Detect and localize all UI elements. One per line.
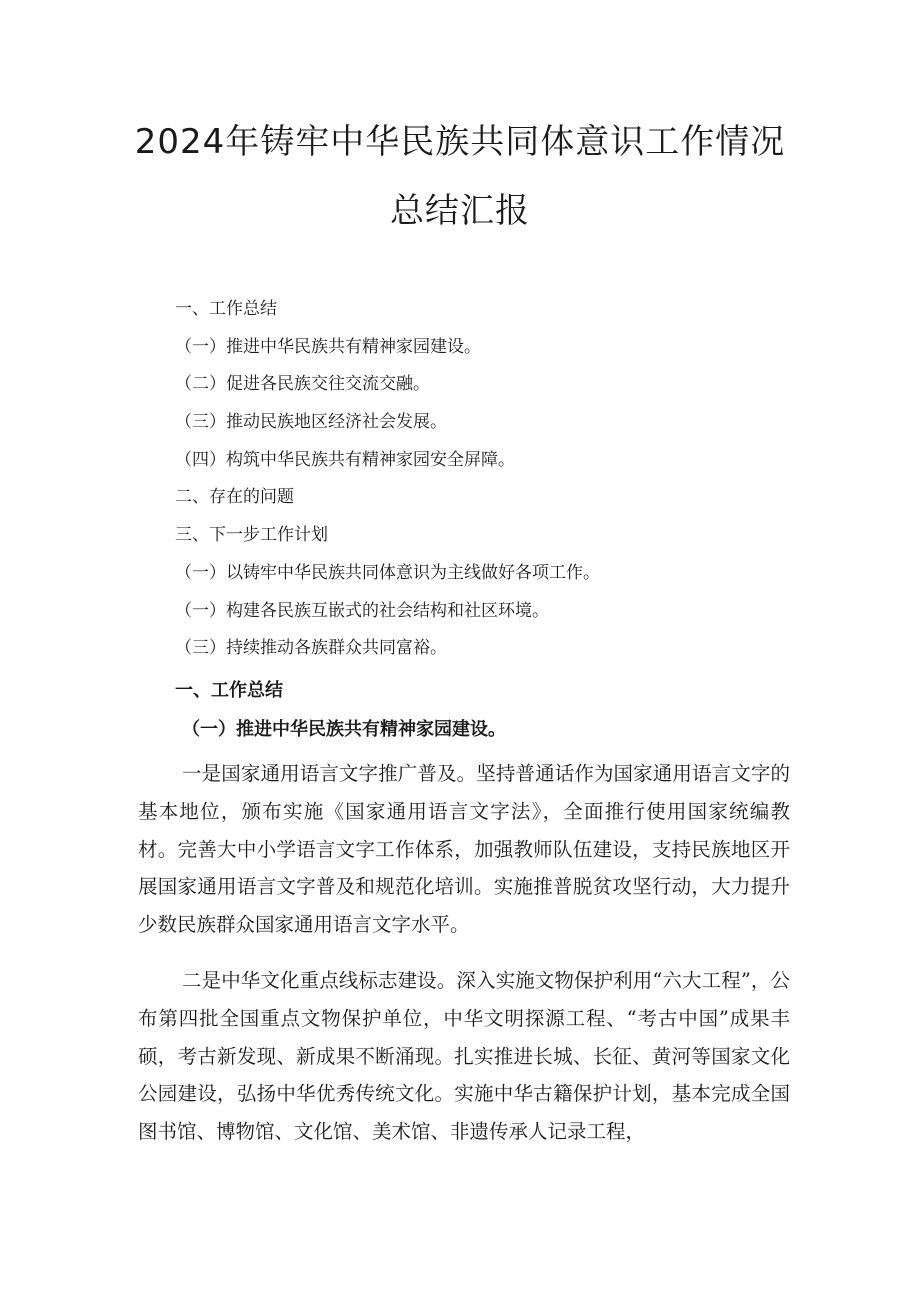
body-paragraph-2: 二是中华文化重点线标志建设。深入实施文物保护利用“六大工程”，公布第四批全国重点文物保护单位，中华文明探源工程、“考古中国”成果丰硕，考古新发现、新成果不断涌现。扎实推进长城、长征、黄河等国家文化公园建设，弘扬中华优秀传统文化。实施中华古籍保护计划，基本完成全国图书馆、博物馆、文化馆、美术馆、非遗传承人记录工程， (138, 969, 790, 1144)
section-heading: 一、工作总结 (175, 680, 283, 701)
toc-item: （一）以铸牢中华民族共同体意识为主线做好各项工作。 (175, 562, 600, 583)
document-title-line-1: 2024年铸牢中华民族共同体意识工作情况 (134, 122, 786, 162)
toc-item: 一、工作总结 (175, 299, 277, 319)
toc-item: （一）构建各民族互嵌式的社会结构和社区环境。 (175, 600, 549, 621)
toc-item: （二）促进各民族交往交流交融。 (175, 374, 430, 395)
toc-item: （四）构筑中华民族共有精神家园安全屏障。 (175, 449, 515, 470)
body-paragraph-1: 一是国家通用语言文字推广普及。坚持普通话作为国家通用语言文字的基本地位，颁布实施《国家通用语言文字法》，全面推行使用国家统编教材。完善大中小学语言文字工作体系，加强教师队伍建设，支持民族地区开展国家通用语言文字普及和规范化培训。实施推普脱贫攻坚行动，大力提升少数民族群众国家通用语言文字水平。 (138, 762, 790, 937)
toc-item: 二、存在的问题 (175, 487, 294, 508)
toc-item: 三、下一步工作计划 (175, 525, 328, 546)
table-of-contents (175, 296, 875, 673)
document-title-line-2: 总结汇报 (390, 191, 530, 231)
toc-item: （三）持续推动各族群众共同富裕。 (175, 638, 447, 659)
subsection-heading: （一）推进中华民族共有精神家园建设。 (182, 719, 506, 740)
toc-item: （一）推进中华民族共有精神家园建设。 (175, 336, 481, 357)
toc-item: （三）推动民族地区经济社会发展。 (175, 412, 447, 433)
